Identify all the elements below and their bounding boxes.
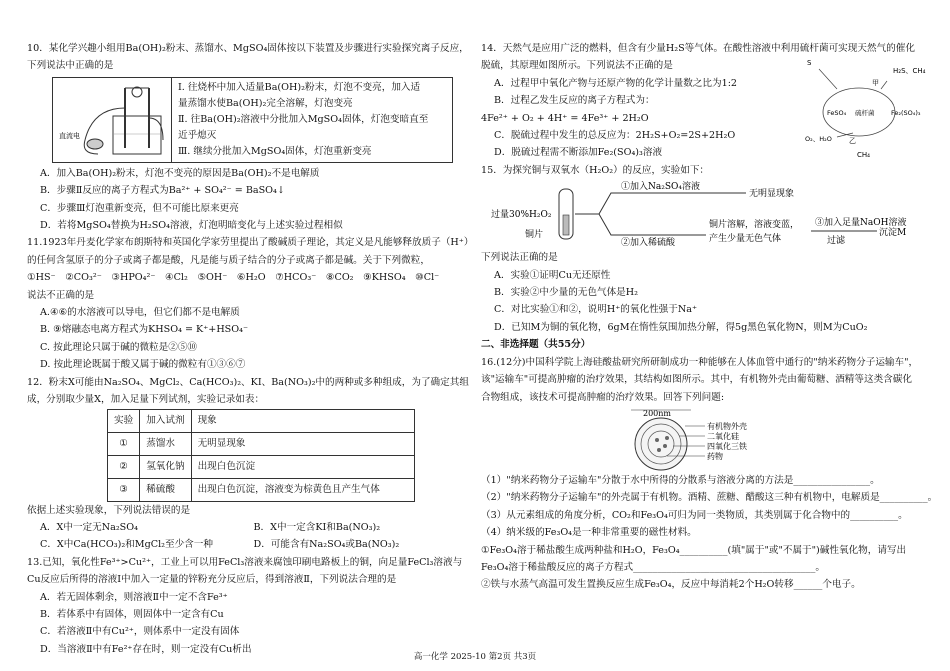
q14-stem: 脱硫，其原理如图所示。下列说法不正确的是 [481, 60, 673, 72]
q14-option-d: D．脱硫过程需不断添加Fe₂(SO₄)₃溶液 [494, 147, 663, 159]
table-cell: 无明显现象 [191, 432, 414, 455]
page-footer: 高一化学 2025-10 第2页 共3页 [413, 652, 537, 662]
step-text: Ⅰ. 往烧杯中加入适量Ba(OH)₂粉末，灯泡不变亮，加入适 [178, 81, 421, 93]
q13-stem: 13.已知，氧化性Fe³⁺>Cu²⁺，工业上可以用FeCl₃溶液来腐蚀印刷电路板上的铜，向足量FeCl₃溶液与 [27, 556, 463, 568]
q16-sub-4-1: ①Fe₃O₄溶于稀盐酸生成两种盐和H₂O，Fe₃O₄__________(填"属于"或"不属于")碱性氧化物，请写出 [481, 544, 907, 556]
q16-sub-4-2: ②铁与水蒸气高温可发生置换反应生成Fe₃O₄，反应中每消耗2个H₂O转移______个电子。 [481, 579, 861, 591]
precipitate-label: 沉淀M [879, 228, 907, 239]
h2s-ch4-label: H₂S、CH₄ [893, 67, 926, 76]
table-cell: 氢氧化钠 [140, 455, 191, 478]
table-header [108, 409, 415, 432]
q14-option-c: C．脱硫过程中发生的总反应为：2H₂S+O₂=2S+2H₂O [494, 130, 736, 142]
q12-table [107, 409, 415, 502]
table-cell: ① [108, 432, 140, 455]
table-cell: 蒸馏水 [140, 432, 191, 455]
q15-flow-diagram [481, 179, 927, 249]
step-text: 近乎熄灭 [178, 129, 217, 141]
q10-stem: 下列说法中正确的是 [27, 60, 114, 72]
yi-label: 乙 [849, 137, 856, 146]
q10-apparatus [52, 77, 467, 163]
step-text: Ⅱ. 往Ba(OH)₂溶液中分批加入MgSO₄固体，灯泡变暗直至 [178, 113, 429, 125]
q14-equation: 4Fe²⁺ + O₂ + 4H⁺ = 4Fe³⁺ + 2H₂O [481, 112, 649, 124]
size-label: 200nm [643, 408, 672, 418]
result2b-label: 产生少量无色气体 [709, 234, 782, 245]
desulfurization-cycle-diagram [797, 57, 927, 161]
result2a-label: 铜片溶解，溶液变蓝， [709, 220, 800, 231]
q12-options-row [27, 519, 467, 536]
feso4-label: FeSO₄ [827, 109, 847, 118]
q15-option-d: D．已知M为铜的氧化物，6gM在惰性氛围加热分解，得5g黑色氧化物N，则M为CuO₂ [494, 321, 868, 333]
table-row [108, 478, 415, 501]
step2-label: ②加入稀硫酸 [621, 238, 676, 249]
q10-option-b: B．步骤Ⅱ反应的离子方程式为Ba²⁺ + SO₄²⁻ = BaSO₄↓ [40, 185, 285, 197]
h2o2-label: 过量30%H₂O₂ [491, 210, 552, 221]
step3-label: ③加入足量NaOH溶液 [815, 218, 907, 229]
q12-option-b: B．X中一定含KI和Ba(NO₃)₂ [253, 521, 381, 533]
q11-option-a: A.④⑥的水溶液可以导电，但它们都不是电解质 [40, 307, 240, 319]
dc-power-label: 直流电 [59, 131, 80, 140]
nanocarrier-diagram [481, 406, 927, 472]
q15-stem: 15．为探究铜与双氧水（H₂O₂）的反应，实验如下： [481, 164, 710, 176]
filter-label: 过滤 [827, 236, 846, 247]
q11-stem: 的任何含氢原子的分子或离子都是酸，凡是能与质子结合的分子或离子都是碱。关于下列微粒， [27, 254, 430, 266]
q12-stem: 12．粉末X可能由Na₂SO₄、MgCl₂、Ca(HCO₃)₂、KI、Ba(NO₃)₂中的两种或多种组成，为了确定其组 [27, 376, 469, 388]
q16-sub-4-1b: Fe₃O₄溶于稀盐酸反应的离子方程式______________________________________。 [481, 561, 825, 573]
q11-particles: ①HS⁻ ②CO₃²⁻ ③HPO₄²⁻ ④Cl₂ ⑤OH⁻ ⑥H₂O ⑦HCO₃⁻ ⑧CO₂ ⑨KHSO₄ ⑩Cl⁻ [27, 272, 440, 284]
q13-stem: Cu反应后所得的溶液Ⅰ中加入一定量的锌粉充分反应后，得到溶液Ⅱ，下列说法合理的是 [27, 574, 397, 586]
step1-label: ①加入Na₂SO₄溶液 [621, 182, 701, 193]
q14-body [481, 57, 927, 161]
o2-h2o-label: O₂、H₂O [805, 135, 832, 144]
q16-sub-4: （4）纳米级的Fe₃O₄是一种非常重要的磁性材料。 [481, 527, 697, 539]
q16-sub-2: （2）"纳米药物分子运输车"的外壳属于有机物。酒精、蔗糖、醋酸这三种有机物中，电解质是__________。 [481, 492, 938, 504]
q11-option-b: B. ⑨熔融态电离方程式为KHSO₄ = K⁺+HSO₄⁻ [40, 324, 249, 336]
q11-option-d: D. 按此理论既属于酸又属于碱的微粒有①③⑥⑦ [40, 359, 246, 371]
q16-sub-3: （3）从元素组成的角度分析，CO₂和Fe₃O₄可归为同一类物质，其类别属于化合物中的__________。 [481, 509, 908, 521]
q12-option-d: D．可能含有Na₂SO₄或Ba(NO₃)₂ [253, 539, 400, 551]
q11-stem: 说法不正确的是 [27, 289, 95, 301]
q14-stem: 14．天然气是应用广泛的燃料，但含有少量H₂S等气体。在酸性溶液中利用硫杆菌可实现天然气的催化 [481, 43, 915, 54]
table-header-cell: 现象 [191, 409, 414, 432]
q15-option-b: B．实验②中少量的无色气体是H₂ [494, 287, 638, 299]
copper-label: 铜片 [525, 230, 544, 241]
q13-option-a: A．若无固体剩余，则溶液Ⅱ中一定不含Fe³⁺ [40, 591, 228, 603]
q16-stem: 该"运输车"可提高肿瘤的治疗效果，其结构如图所示。其中，有机物外壳由葡萄糖、酒精等这类含碳化 [481, 374, 912, 386]
table-header-cell: 实验 [108, 409, 140, 432]
label-drug: 药物 [707, 451, 723, 461]
step-text: Ⅲ. 继续分批加入MgSO₄固体，灯泡重新变亮 [178, 145, 372, 157]
table-cell: ② [108, 455, 140, 478]
result1-label: 无明显现象 [749, 189, 795, 200]
q14-text [481, 57, 797, 161]
q12-option-c: C．X中Ca(HCO₃)₂和MgCl₂至少含一种 [40, 539, 213, 551]
q10-steps [172, 77, 453, 163]
q13-option-d: D．当溶液Ⅱ中有Fe²⁺存在时，则一定没有Cu析出 [40, 643, 252, 655]
table-header-cell: 加入试剂 [140, 409, 191, 432]
q12-stem: 成，分别取少量X，加入足量下列试剂，实验记录如表： [27, 394, 265, 406]
q16-stem: 合物组成，该技术可提高肿瘤的治疗效果。回答下列问题: [481, 391, 725, 403]
table-cell: 出现白色沉淀 [191, 455, 414, 478]
q16-sub-1: （1）"纳米药物分子运输车"分散于水中所得的分散系与溶液分离的方法是________________。 [481, 474, 880, 486]
q12-stem: 依据上述实验现象，下列说法错误的是 [27, 504, 191, 516]
q12-option-a: A．X中一定无Na₂SO₄ [40, 521, 138, 533]
q14-option-a: A．过程甲中氧化产物与还原产物的化学计量数之比为1:2 [494, 77, 738, 89]
fe2so43-label: Fe₂(SO₄)₃ [891, 109, 921, 118]
table-cell: 出现白色沉淀，溶液变为棕黄色且产生气体 [191, 478, 414, 501]
step-text: 量蒸馏水使Ba(OH)₂完全溶解，灯泡变亮 [178, 97, 353, 109]
q14-option-b: B．过程乙发生反应的离子方程式为： [494, 95, 655, 107]
circuit-diagram [53, 78, 171, 162]
bacteria-label: 硫杆菌 [855, 109, 875, 118]
q15-stem: 下列说法正确的是 [481, 252, 558, 264]
s-label: S [807, 59, 812, 68]
label-organic-shell: 有机物外壳 [707, 421, 747, 431]
q15-option-c: C．对比实验①和②，说明H⁺的氧化性强于Na⁺ [494, 304, 698, 316]
apparatus-figure [52, 77, 172, 163]
table-cell: ③ [108, 478, 140, 501]
right-column [481, 40, 938, 594]
q16-stem: 16.(12分)中国科学院上海硅酸盐研究所研制成功一种能够在人体血管中通行的"纳米药物分子运输车"， [481, 356, 919, 368]
table-row [108, 432, 415, 455]
q10-option-c: C．步骤Ⅲ灯泡重新变亮，但不可能比原来更亮 [40, 202, 239, 214]
q10-stem: 10．某化学兴趣小组用Ba(OH)₂粉末、蒸馏水、MgSO₄固体按以下装置及步骤进行实验探究离子反应， [27, 43, 469, 54]
q13-option-b: B．若体系中有固体，则固体中一定含有Cu [40, 608, 224, 620]
q10-option-a: A．加入Ba(OH)₂粉末，灯泡不变亮的原因是Ba(OH)₂不是电解质 [40, 167, 320, 179]
q11-option-c: C. 按此理论只属于碱的微粒是②⑤⑩ [40, 341, 198, 353]
q11-stem: 11.1923年丹麦化学家布朗斯特和英国化学家劳里提出了酸碱质子理论，其定义是凡能够释放质子（H⁺） [27, 237, 474, 249]
left-column [27, 40, 474, 658]
q12-options-row [27, 536, 467, 553]
label-fe3o4: 四氧化三铁 [707, 441, 747, 451]
label-silica: 二氧化硅 [707, 431, 739, 441]
q13-option-c: C．若溶液Ⅱ中有Cu²⁺，则体系中一定没有固体 [40, 626, 240, 638]
q15-option-a: A．实验①证明Cu无还原性 [494, 269, 611, 281]
q10-option-d: D．若将MgSO₄替换为H₂SO₄溶液，灯泡明暗变化与上述实验过程相似 [40, 220, 343, 232]
jia-label: 甲 [872, 79, 879, 88]
ch4-label: CH₄ [857, 151, 870, 160]
section-heading: 二、非选择题（共55分） [481, 339, 591, 351]
table-cell: 稀硫酸 [140, 478, 191, 501]
table-row [108, 455, 415, 478]
